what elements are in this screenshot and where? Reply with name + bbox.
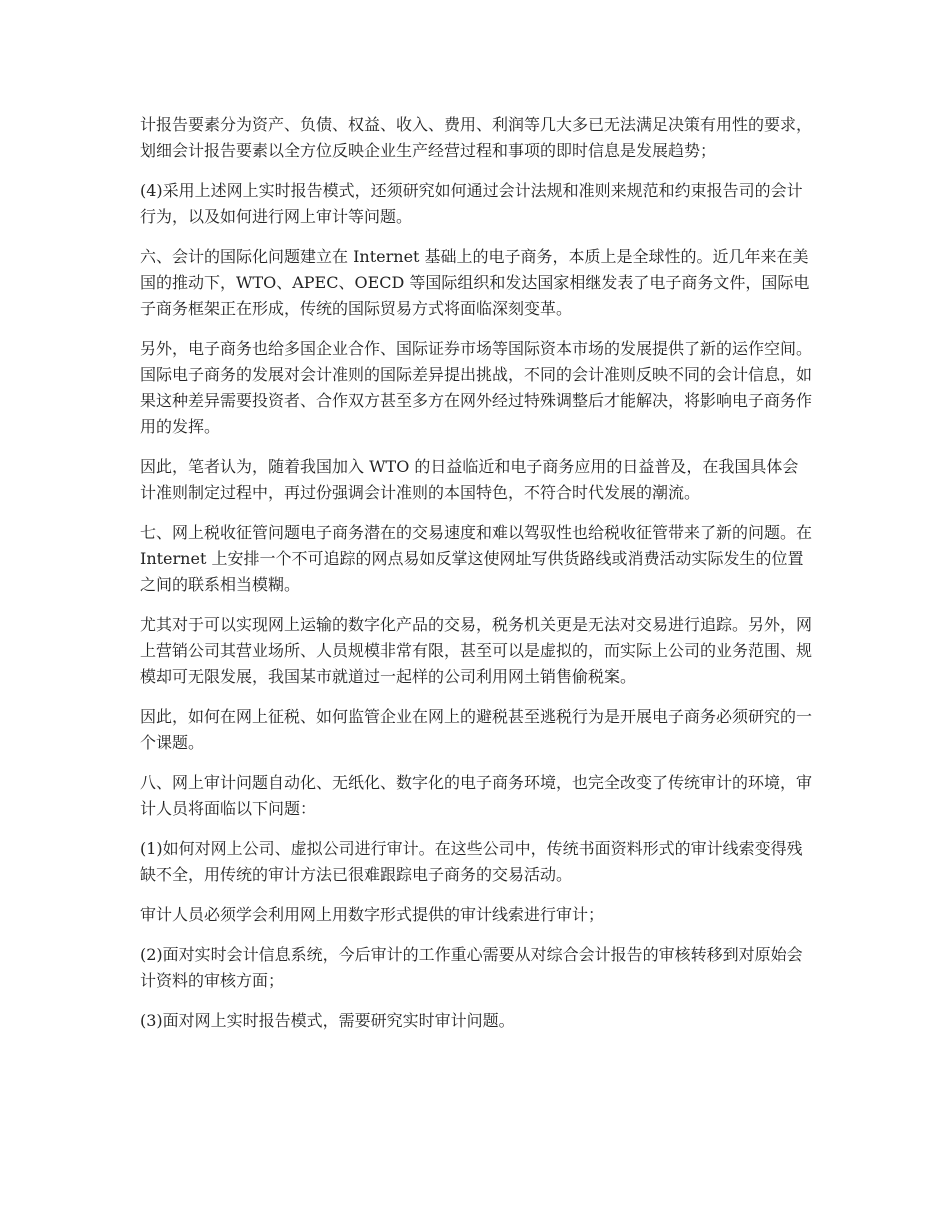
paragraph-7: 尤其对于可以实现网上运输的数字化产品的交易，税务机关更是无法对交易进行追踪。另外，网上营销公司其营业场所、人员规模非常有限，甚至可以是虚拟的，而实际上公司的业务范围、规模却可无限发展，我国某市就道过一起样的公司利用网土销售偷税案。 [140, 615, 813, 686]
paragraph-1: 计报告要素分为资产、负债、权益、收入、费用、利润等几大多已无法满足决策有用性的要求，划细会计报告要素以全方位反映企业生产经营过程和事项的即时信息是发展趋势； [140, 115, 813, 160]
paragraph-9: 八、网上审计问题自动化、无纸化、数字化的电子商务环境，也完全改变了传统审计的环境，审计人员将面临以下问题： [140, 773, 813, 818]
paragraph-5: 因此，笔者认为，随着我国加入 WTO 的日益临近和电子商务应用的日益普及，在我国具体会计准则制定过程中，再过份强调会计准则的本国特色，不符合时代发展的潮流。 [140, 457, 799, 502]
paragraph-12: (2)面对实时会计信息系统，今后审计的工作重心需要从对综合会计报告的审核转移到对原始会计资料的审核方面； [140, 945, 803, 990]
paragraph-10: (1)如何对网上公司、虚拟公司进行审计。在这些公司中，传统书面资料形式的审计线索变得残缺不全，用传统的审计方法已很难跟踪电子商务的交易活动。 [140, 839, 803, 884]
paragraph-13: (3)面对网上实时报告模式，需要研究实时审计问题。 [140, 1011, 515, 1030]
paragraph-6: 七、网上税收征管问题电子商务潜在的交易速度和难以驾驭性也给税收征管带来了新的问题。在 Internet 上安排一个不可追踪的网点易如反掌这使网址写供货路线或消费活动实际发生的位置之间的联系相当模糊。 [140, 523, 813, 594]
paragraph-8: 因此，如何在网上征税、如何监管企业在网上的避税甚至逃税行为是开展电子商务必须研究的一个课题。 [140, 707, 813, 752]
paragraph-3: 六、会计的国际化问题建立在 Internet 基础上的电子商务，本质上是全球性的。近几年来在美国的推动下，WTO、APEC、OECD 等国际组织和发达国家相继发表了电子商务文件，国际电子商务框架正在形成，传统的国际贸易方式将面临深刻变革。 [140, 247, 810, 318]
paragraph-2: (4)采用上述网上实时报告模式，还须研究如何通过会计法规和准则来规范和约束报告司的会计行为，以及如何进行网上审计等问题。 [140, 181, 803, 226]
paragraph-4: 另外，电子商务也给多国企业合作、国际证券市场等国际资本市场的发展提供了新的运作空间。国际电子商务的发展对会计准则的国际差异提出挑战，不同的会计准则反映不同的会计信息，如果这种差异需要投资者、合作双方甚至多方在网外经过特殊调整后才能解决，将影响电子商务作用的发挥。 [140, 339, 813, 436]
document-body [140, 112, 812, 1048]
paragraph-11: 审计人员必须学会利用网上用数字形式提供的审计线索进行审计； [140, 905, 605, 924]
